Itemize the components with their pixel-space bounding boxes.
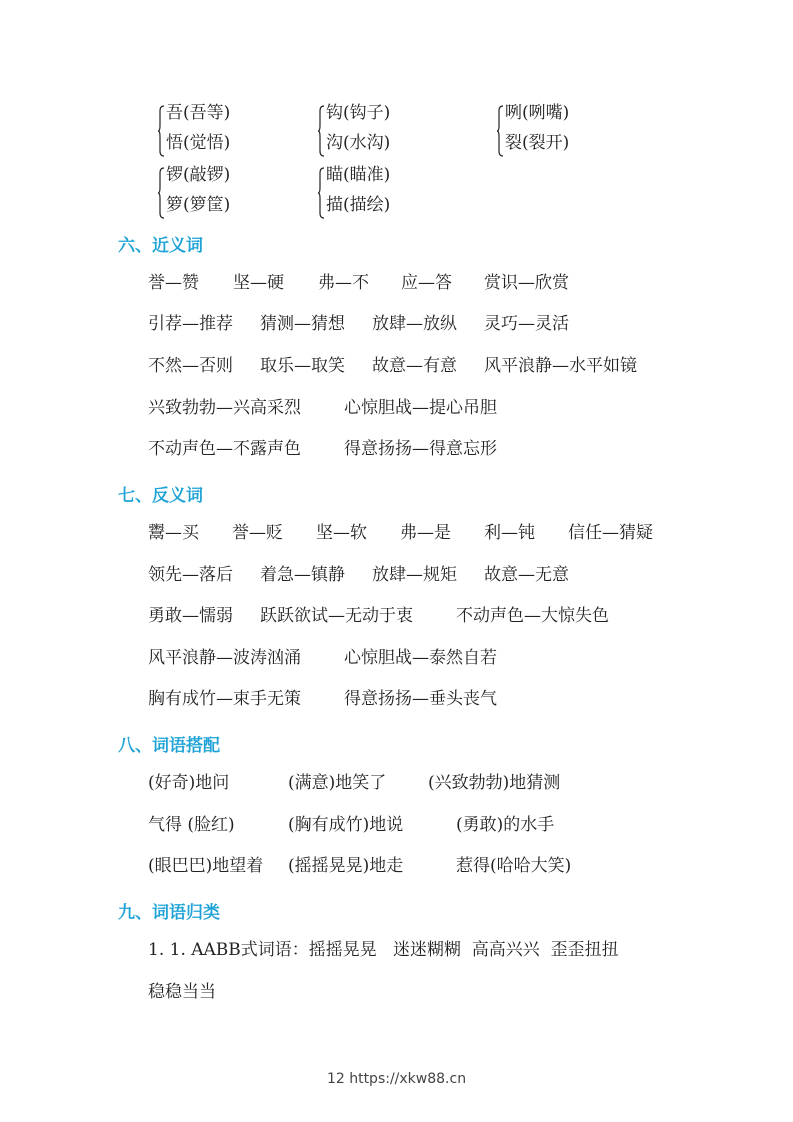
section-heading-classification: 九、词语归类: [118, 903, 220, 923]
word-pair: 心惊胆战—提心吊胆: [344, 398, 497, 418]
word-pair: 鬻—买: [148, 523, 199, 543]
word-top: 咧(咧嘴): [505, 103, 570, 123]
collocation-item: (胸有成竹)地说: [288, 815, 404, 835]
word-bottom: 沟(水沟): [326, 133, 391, 153]
word-pair: 弗—是: [400, 523, 451, 543]
word-bottom: 悟(觉悟): [166, 133, 231, 153]
word-pair: 跃跃欲试—无动于衷: [260, 606, 413, 626]
classification-line: 稳稳当当: [148, 982, 216, 1002]
word-pair: 放肆—放纵: [372, 314, 457, 334]
collocation-item: (摇摇晃晃)地走: [288, 856, 404, 876]
word-pair: 信任—猜疑: [568, 523, 653, 543]
brace-icon: [318, 105, 324, 157]
brace-icon: [318, 167, 324, 219]
word-pair: 不动声色—大惊失色: [456, 606, 609, 626]
word-pair: 故意—无意: [484, 565, 569, 585]
word-pair: 勇敢—懦弱: [148, 606, 233, 626]
section-heading-antonyms: 七、反义词: [118, 486, 203, 506]
word-pair: 誉—赞: [148, 273, 199, 293]
word-pair: 坚—硬: [233, 273, 284, 293]
word-pair: 应—答: [401, 273, 452, 293]
word-pair: 心惊胆战—泰然自若: [344, 648, 497, 668]
collocation-item: 气得 (脸红): [148, 815, 235, 835]
word-pair: 着急—镇静: [260, 565, 345, 585]
brace-icon: [158, 167, 164, 219]
collocation-item: (满意)地笑了: [288, 773, 387, 793]
section-heading-collocations: 八、词语搭配: [118, 736, 220, 756]
word-pair: 兴致勃勃—兴高采烈: [148, 398, 301, 418]
brace-icon: [497, 105, 503, 157]
word-top: 吾(吾等): [166, 103, 231, 123]
word-pair: 不然—否则: [148, 356, 233, 376]
word-pair: 放肆—规矩: [372, 565, 457, 585]
word-top: 锣(敲锣): [166, 165, 231, 185]
word-pair: 取乐—取笑: [260, 356, 345, 376]
word-pair: 不动声色—不露声色: [148, 439, 301, 459]
word-pair: 誉—贬: [232, 523, 283, 543]
word-group-2: [318, 103, 458, 163]
word-group-5: [318, 165, 458, 225]
word-pair: 引荐—推荐: [148, 314, 233, 334]
word-pair: 利—钝: [484, 523, 535, 543]
word-group-4: [158, 165, 298, 225]
word-top: 瞄(瞄准): [326, 165, 391, 185]
word-bottom: 箩(箩筐): [166, 195, 231, 215]
page-footer: 12 https://xkw88.cn: [326, 1071, 467, 1087]
word-pair: 猜测—猜想: [260, 314, 345, 334]
collocation-item: (好奇)地问: [148, 773, 230, 793]
word-pair: 胸有成竹—束手无策: [148, 689, 301, 709]
collocation-item: 惹得(哈哈大笑): [456, 856, 572, 876]
classification-line: 1. 1. AABB式词语：摇摇晃晃 迷迷糊糊 高高兴兴 歪歪扭扭: [148, 940, 619, 960]
word-pair: 故意—有意: [372, 356, 457, 376]
word-group-1: [158, 103, 298, 163]
word-pair: 领先—落后: [148, 565, 233, 585]
word-pair: 风平浪静—水平如镜: [484, 356, 637, 376]
word-top: 钩(钩子): [326, 103, 391, 123]
word-pair: 风平浪静—波涛汹涌: [148, 648, 301, 668]
collocation-item: (眼巴巴)地望着: [148, 856, 264, 876]
collocation-item: (勇敢)的水手: [456, 815, 555, 835]
word-pair: 坚—软: [316, 523, 367, 543]
word-pair: 得意扬扬—得意忘形: [344, 439, 497, 459]
brace-icon: [158, 105, 164, 157]
word-pair: 得意扬扬—垂头丧气: [344, 689, 497, 709]
word-pair: 灵巧—灵活: [484, 314, 569, 334]
section-heading-synonyms: 六、近义词: [118, 236, 203, 256]
word-pair: 赏识—欣赏: [484, 273, 569, 293]
word-pair: 弗—不: [318, 273, 369, 293]
collocation-item: (兴致勃勃)地猜测: [428, 773, 561, 793]
word-bottom: 裂(裂开): [505, 133, 570, 153]
word-group-3: [497, 103, 637, 163]
word-bottom: 描(描绘): [326, 195, 391, 215]
